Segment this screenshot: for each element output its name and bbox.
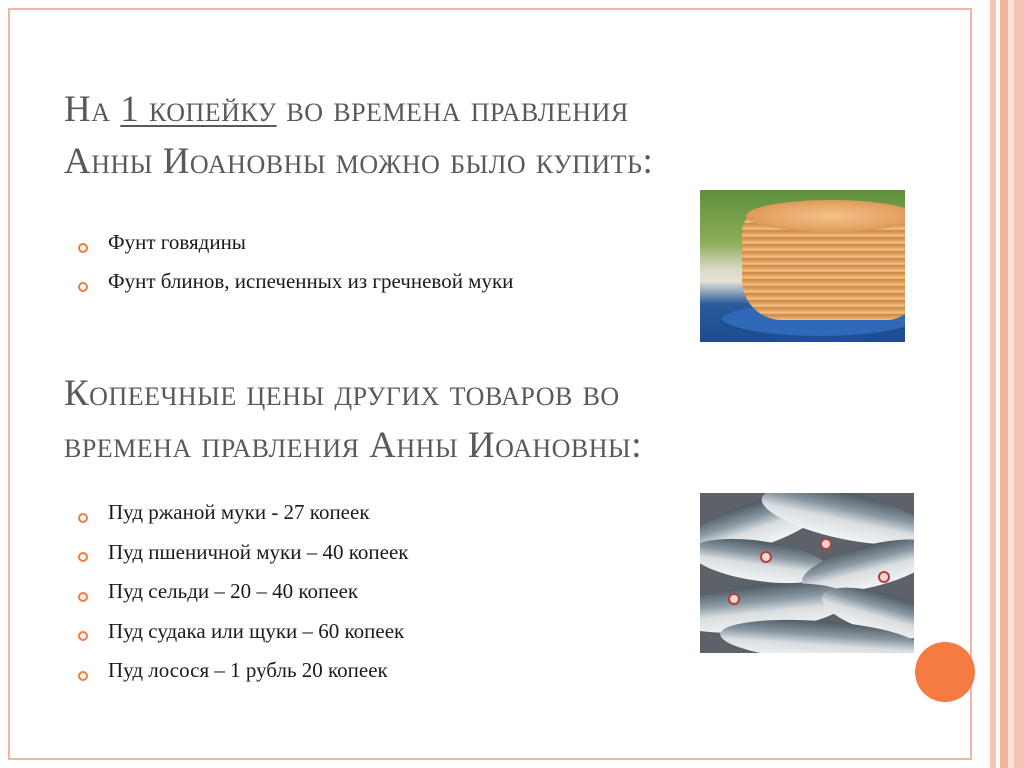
heading1-underlined: 1 копейку [120,89,277,130]
bullet-icon [78,631,88,641]
list-item [78,617,408,657]
list-item [78,267,513,306]
pancakes-image [700,190,905,342]
fish-eye-icon [728,593,740,605]
one-kopeck-list [78,228,513,306]
list-item [78,228,513,267]
decorative-stripes [984,0,1024,768]
bullet-icon [78,513,88,523]
list-item-text: Пуд судака или щуки – 60 копеек [108,618,405,643]
heading1-part3: во времена правления [276,89,629,130]
list-item [78,538,408,578]
decorative-circle [915,642,975,702]
list-item-text: Фунт говядины [108,230,246,254]
list-item-text: Пуд лосося – 1 рубль 20 копеек [108,658,388,682]
bullet-icon [78,592,88,602]
list-item-text: Пуд сельди – 20 – 40 копеек [108,579,359,603]
heading2-line2: времена правления Анны Иоановны: [64,425,642,466]
pancake-top-shape [746,200,905,232]
list-item [78,577,408,617]
list-item-text: Фунт блинов, испеченных из гречневой муки [108,269,514,293]
list-item-text: Пуд пшеничной муки – 40 копеек [108,539,409,564]
heading-kopeck-prices [64,368,642,472]
fish-eye-icon [878,571,890,583]
heading1-part1: На [64,89,121,130]
bullet-icon [78,671,88,681]
heading2-line1: Копеечные цены других товаров во [64,373,620,414]
heading-one-kopeck [64,84,653,188]
heading1-line2: Анны Иоановны можно было купить: [64,141,654,182]
fish-eye-icon [820,538,832,550]
bullet-icon [78,552,88,562]
bullet-icon [78,243,88,253]
prices-list [78,498,408,696]
fish-eye-icon [760,551,772,563]
bullet-icon [78,282,88,292]
fish-image [700,493,914,653]
list-item [78,498,408,538]
list-item-text: Пуд ржаной муки - 27 копеек [108,500,370,524]
list-item [78,656,408,696]
